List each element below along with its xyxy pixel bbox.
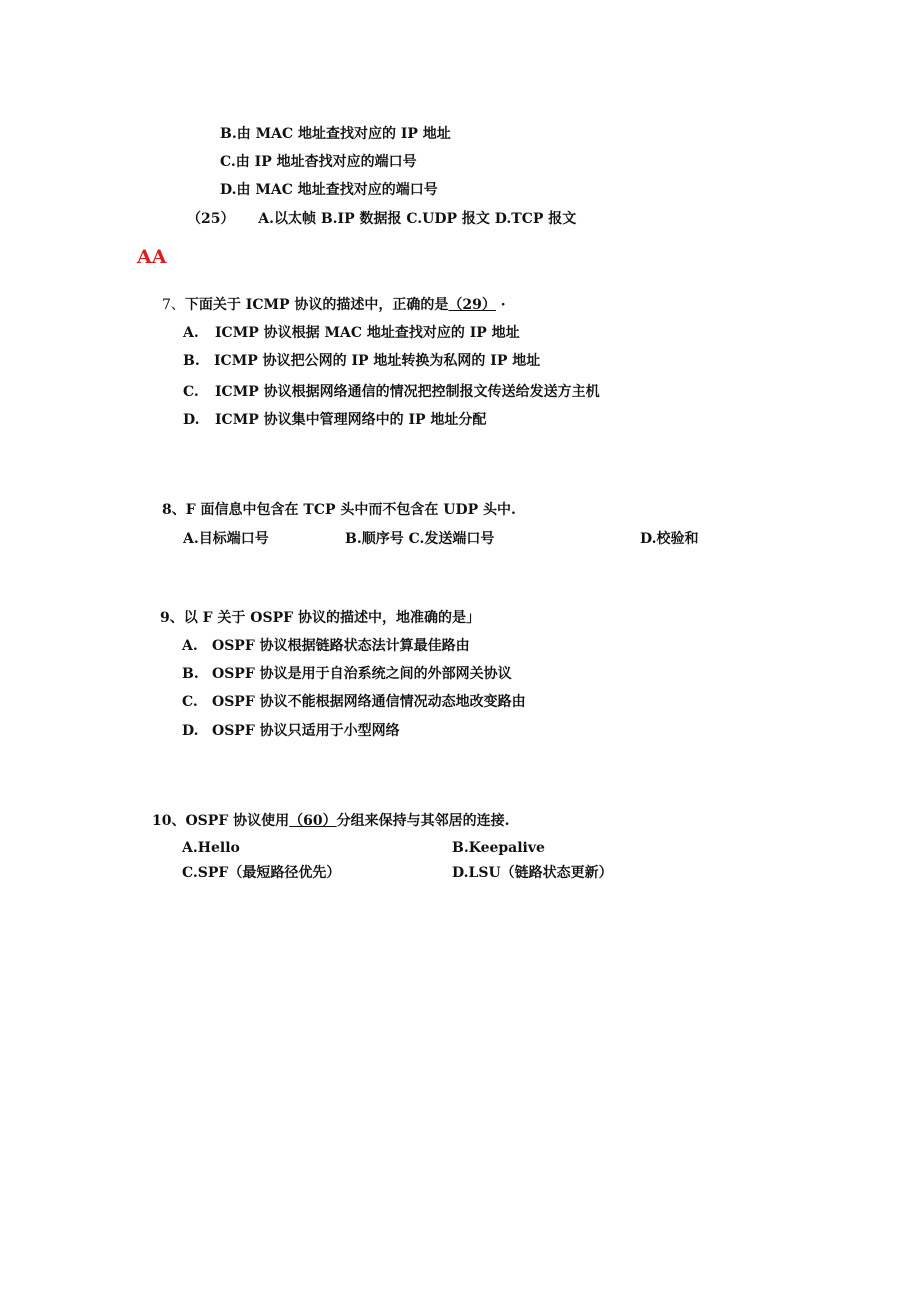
q7-option-d-label: D. xyxy=(183,412,200,428)
q9-option-a xyxy=(182,637,470,655)
prev-option-d: D.由 MAC 地址查找对应的端口号 xyxy=(220,182,438,198)
q9-option-d xyxy=(182,722,400,740)
q7-stem xyxy=(162,296,506,314)
prev-option-b: B.由 MAC 地址查找对应的 IP 地址 xyxy=(220,126,451,142)
q9-option-c xyxy=(182,693,526,711)
q8-option-d: D.校验和 xyxy=(640,531,699,547)
q7-option-b-text: ICMP 协议把公网的 IP 地址转换为私网的 IP 地址 xyxy=(214,353,541,369)
q8-stem: 8、F 面信息中包含在 TCP 头中而不包含在 UDP 头中. xyxy=(162,502,516,518)
q9-option-c-label: C. xyxy=(182,694,198,710)
q9-option-d-text: OSPF 协议只适用于小型网络 xyxy=(212,723,400,739)
q7-option-b xyxy=(183,352,540,370)
q8-option-a: A.目标端口号 xyxy=(183,531,269,547)
q7-option-c-text: ICMP 协议根据网络通信的情况把控制报文传送给发送方主机 xyxy=(215,384,600,400)
q7-option-d xyxy=(183,411,486,429)
q9-option-c-text: OSPF 协议不能根据网络通信情况动态地改变路由 xyxy=(212,694,526,710)
q10-option-b: B.Keepalive xyxy=(452,840,545,856)
q9-option-b xyxy=(182,665,512,683)
q9-option-b-text: OSPF 协议是用于自治系统之间的外部网关协议 xyxy=(212,666,512,682)
q9-option-a-text: OSPF 协议根据链路状态法计算最佳路由 xyxy=(212,638,470,654)
q7-blank: （29） xyxy=(448,297,496,313)
q10-option-c: C.SPF（最短路径优先） xyxy=(182,865,341,881)
q7-option-c-label: C. xyxy=(183,384,199,400)
prev-option-c: C.由 IP 地址杳找对应的端口号 xyxy=(220,154,417,170)
q10-blank: （60） xyxy=(289,813,337,829)
q7-option-c xyxy=(183,383,600,401)
answer-mark: AA xyxy=(137,246,167,268)
q9-stem: 9、以 F 关于 OSPF 协议的描述中，地准确的是」 xyxy=(160,610,480,626)
q10-stem xyxy=(152,812,510,830)
blank-25-row xyxy=(187,210,576,228)
q9-option-a-label: A. xyxy=(182,638,198,654)
blank-25-label: （25） xyxy=(187,211,235,227)
q7-option-a-text: ICMP 协议根据 MAC 地址查找对应的 IP 地址 xyxy=(215,325,520,341)
q8-option-bc: B.顺序号 C.发送端口号 xyxy=(345,531,495,547)
q9-option-b-label: B. xyxy=(182,666,199,682)
q7-stem-text: 下面关于 ICMP 协议的描述中，正确的是 xyxy=(184,297,449,313)
q7-stem-after: · xyxy=(495,297,506,313)
q10-option-d: D.LSU（链路状态更新） xyxy=(452,865,613,881)
q9-option-d-label: D. xyxy=(182,723,199,739)
q7-option-a xyxy=(183,324,520,342)
q7-option-a-label: A. xyxy=(183,325,199,341)
q7-number: 7、 xyxy=(162,297,185,313)
q10-option-a: A.Hello xyxy=(182,840,240,856)
q10-stem-text: 10、OSPF 协议使用 xyxy=(152,813,290,829)
q10-stem-after: 分组来保持与其邻居的连接. xyxy=(336,813,510,829)
blank-25-options: A.以太帧 B.IP 数据报 C.UDP 报文 D.TCP 报文 xyxy=(258,211,577,227)
q7-option-d-text: ICMP 协议集中管理网络中的 IP 地址分配 xyxy=(215,412,487,428)
q7-option-b-label: B. xyxy=(183,353,200,369)
